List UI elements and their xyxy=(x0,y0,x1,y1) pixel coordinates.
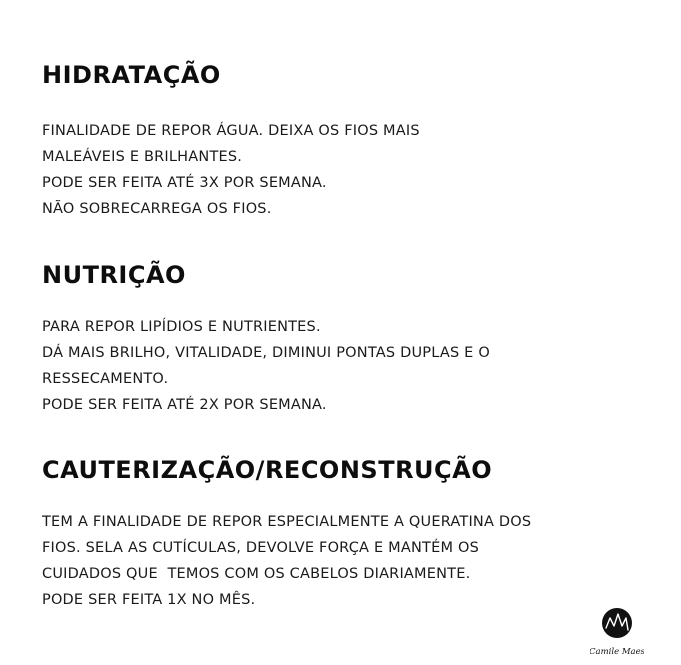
section-body-cauterizacao xyxy=(42,509,661,613)
signature-text: Camile Maes xyxy=(590,647,644,657)
body-line: FINALIDADE DE REPOR ÁGUA. DEIXA OS FIOS MAIS xyxy=(42,123,420,139)
body-line: DÁ MAIS BRILHO, VITALIDADE, DIMINUI PONTAS DUPLAS E O xyxy=(42,345,490,361)
body-line: PODE SER FEITA ATÉ 3X POR SEMANA. xyxy=(42,175,327,191)
body-line: TEM A FINALIDADE DE REPOR ESPECIALMENTE A QUERATINA DOS xyxy=(42,514,532,530)
section-body-hidratacao xyxy=(42,118,661,222)
section-title-hidratacao: HIDRATAÇÃO xyxy=(42,61,221,89)
body-line: CUIDADOS QUE TEMOS COM OS CABELOS DIARIAMENTE. xyxy=(42,566,471,582)
signature-logo xyxy=(590,604,644,658)
body-line: PODE SER FEITA 1X NO MÊS. xyxy=(42,592,256,608)
body-line: RESSECAMENTO. xyxy=(42,371,169,387)
section-title-cauterizacao: CAUTERIZAÇÃO/RECONSTRUÇÃO xyxy=(42,456,493,484)
section-nutricao xyxy=(42,260,661,418)
body-line: PODE SER FEITA ATÉ 2X POR SEMANA. xyxy=(42,397,327,413)
section-cauterizacao xyxy=(42,455,661,613)
section-body-nutricao xyxy=(42,314,661,418)
body-line: FIOS. SELA AS CUTÍCULAS, DEVOLVE FORÇA E MANTÉM OS xyxy=(42,540,479,556)
signature-logo-icon xyxy=(590,604,644,658)
section-hidratacao xyxy=(42,60,661,222)
body-line: PARA REPOR LIPÍDIOS E NUTRIENTES. xyxy=(42,319,321,335)
section-title-nutricao: NUTRIÇÃO xyxy=(42,261,186,289)
body-line: NÃO SOBRECARREGA OS FIOS. xyxy=(42,201,272,217)
body-line: MALEÁVEIS E BRILHANTES. xyxy=(42,149,243,165)
